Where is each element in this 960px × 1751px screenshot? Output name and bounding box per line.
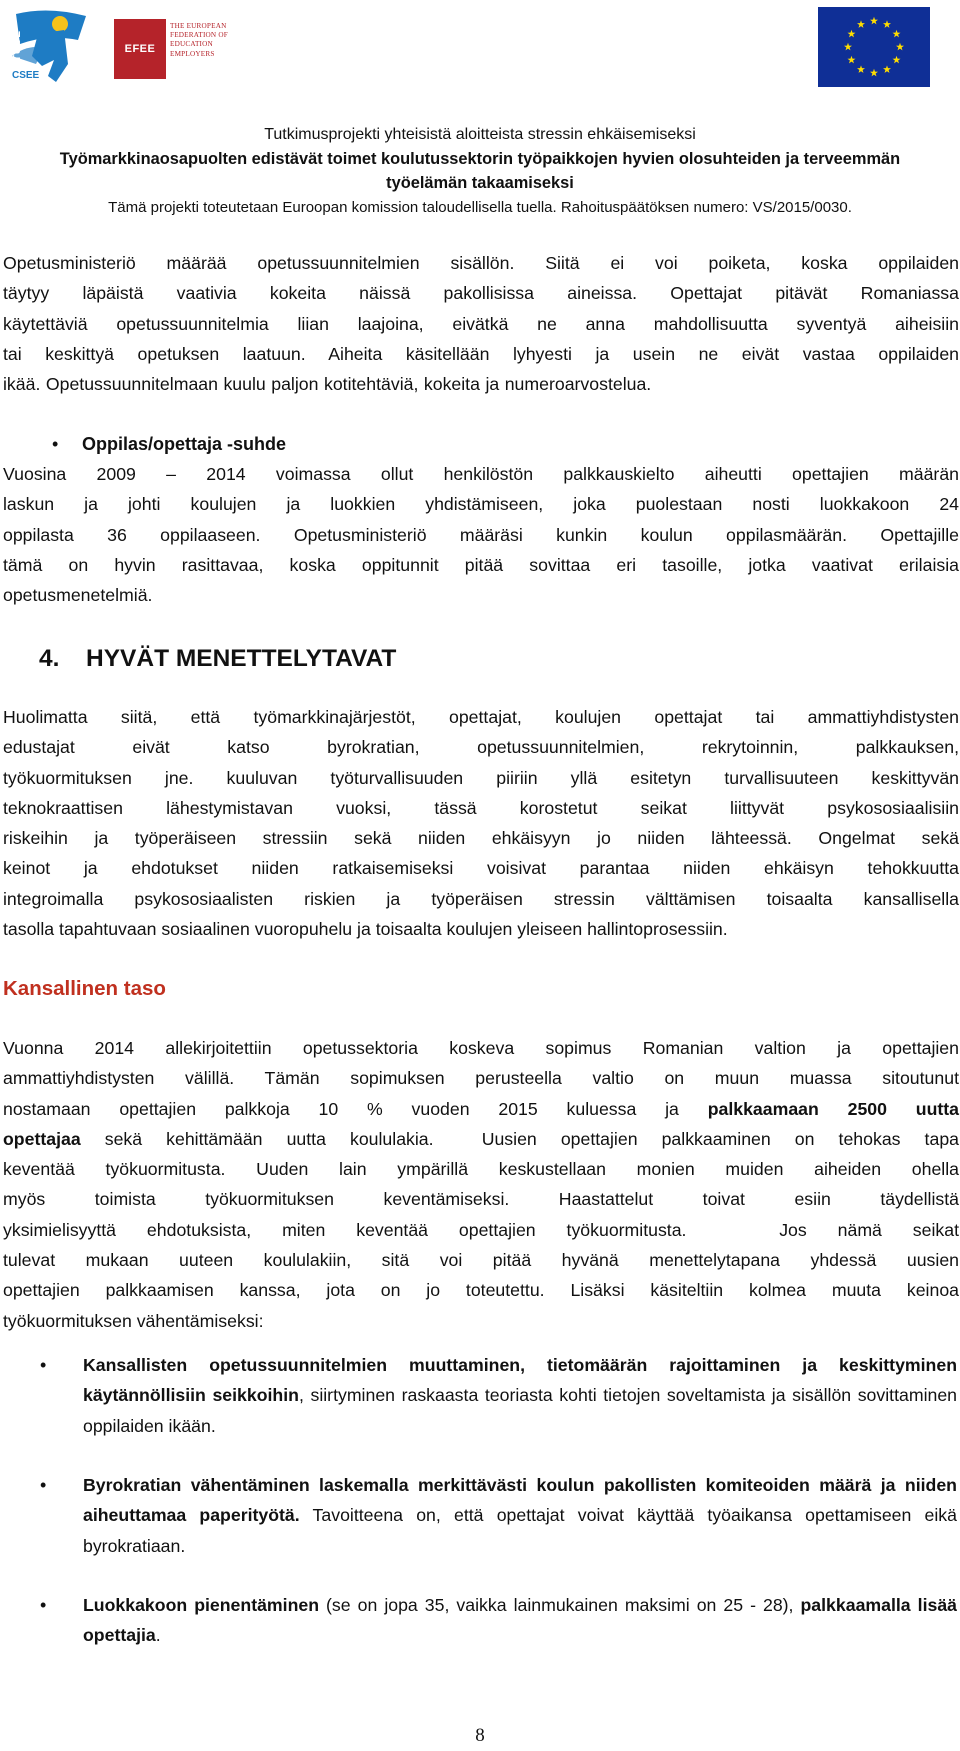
csee-logo-text: CSEE — [12, 70, 40, 81]
national-level-paragraph — [3, 1033, 959, 1336]
efee-logo-text — [170, 22, 260, 59]
bullet-item — [83, 1350, 957, 1441]
etuce-csee-logo — [8, 4, 92, 90]
text-line: tasolla tapahtuvaan sosiaalinen vuoropuhelu ja toisaalta koulujen yleiseen hallintoprosessiin. — [3, 919, 728, 940]
etuce-logo-text: ETUCE — [12, 30, 23, 69]
efee-text-line: THE EUROPEAN — [170, 22, 227, 30]
text-line: tämä on hyvin rasittavaa, koska oppitunnit pitää sovittaa eri tasoille, jotka vaativat erilaisia — [3, 554, 959, 575]
text-line: täytyy läpäistä vaativia kokeita näissä pakollisissa aineissa. Opettajat pitävät Romaniassa — [3, 283, 959, 304]
text-line: opetusmenetelmiä. — [3, 585, 153, 606]
section4-paragraph — [3, 702, 959, 944]
text-span: , siirtyminen raskaasta teoriasta kohti tietojen soveltamista ja sisällön sovittaminen oppilaiden ikään. — [83, 1385, 958, 1436]
text-span: Tavoitteena on, että opettajat voivat käyttää työaikansa opettamiseen eikä byrokratiaan. — [83, 1505, 957, 1556]
efee-text-line: EMPLOYERS — [170, 49, 215, 58]
text-line: yksimielisyyttä ehdotuksista, miten keventää opettajien työkuormitusta. Jos nämä seikat — [3, 1219, 959, 1240]
text-line: oppilasta 36 oppilaaseen. Opetusministeriö määräsi kunkin koulun oppilasmäärän. Opettajille — [3, 524, 959, 545]
efee-text-line: FEDERATION OF — [170, 31, 228, 40]
text-line: työkuormituksen jne. kuuluvan työturvallisuuden piiriin yllä esitetyn turvallisuuteen keskittyvän — [3, 767, 959, 788]
funding-notice: Tämä projekti toteutetaan Euroopan komission taloudellisella tuella. Rahoituspäätöksen numero: VS/2015/0030. — [108, 199, 852, 216]
text-line — [3, 1124, 959, 1154]
intro-paragraph — [3, 248, 959, 399]
text-line: ammattiyhdistysten välillä. Tämän sopimuksen perusteella valtio on muun muassa sitoutunut — [3, 1068, 959, 1089]
text-line: opettajien palkkaamisen kanssa, jota on jo toteutettu. Lisäksi käsiteltiin kolmea muuta keinoa — [3, 1280, 959, 1301]
text-line: ikää. Opetussuunnitelmaan kuulu paljon kotitehtäviä, kokeita ja numeroarvostelua. — [3, 374, 652, 395]
text-span: (se on jopa 35, vaikka lainmukainen maksimi on 25 - 28), — [319, 1595, 801, 1615]
text-line: Opetusministeriö määrää opetussuunnitelmien sisällön. Siitä ei voi poiketa, koska oppilaiden — [3, 253, 959, 273]
text-line: käytettäviä opetussuunnitelmia liian laajoina, eivätkä ne anna mahdollisuutta syventyä aiheisiin — [3, 313, 959, 334]
section-title: HYVÄT MENETTELYTAVAT — [86, 645, 397, 672]
text-line: teknokraattisen lähestymistavan vuoksi, tässä korostetut seikat liittyvät psykososiaalisiin — [3, 797, 959, 818]
text-line: Vuosina 2009 – 2014 voimassa ollut henkilöstön palkkauskielto aiheutti opettajien määrän — [3, 464, 959, 484]
text-line: keventää työkuormitusta. Uuden lain ympärillä keskustellaan monien muiden aiheiden ohella — [3, 1159, 959, 1180]
text-line: Huolimatta siitä, että työmarkkinajärjestöt, opettajat, koulujen opettajat tai ammattiyhdistysten — [3, 707, 959, 727]
text-line — [3, 1094, 959, 1124]
page-number: 8 — [475, 1725, 485, 1746]
bullet-icon: • — [40, 1595, 47, 1615]
relationship-heading: Oppilas/opettaja -suhde — [82, 434, 287, 454]
text-line: edustajat eivät katso byrokratian, opetussuunnitelmien, rekrytoinnin, palkkauksen, — [3, 737, 959, 758]
bold-text: palkkaamalla lisää opettajia — [83, 1595, 957, 1646]
bullet-item — [83, 1470, 957, 1561]
bullet-item — [83, 1590, 957, 1651]
efee-logo-label: EFEE — [124, 43, 156, 55]
section-number: 4. — [39, 645, 60, 672]
bold-text: opettajaa — [3, 1128, 81, 1149]
bullet-icon: • — [40, 1355, 47, 1375]
bullet-icon: • — [52, 434, 59, 454]
national-level-heading: Kansallinen taso — [3, 977, 166, 1000]
text-line: riskeihin ja työperäiseen stressiin sekä niiden ehkäisyyn jo niiden lähteessä. Ongelmat sekä — [3, 828, 959, 849]
text-line: laskun ja johti koulujen ja luokkien yhdistämiseen, joka puolestaan nosti luokkakoon 24 — [3, 494, 959, 515]
text-line: työkuormituksen vähentämiseksi: — [3, 1310, 264, 1331]
text-line: myös toimista työkuormituksen keventämiseksi. Haastattelut toivat esiin täydellistä — [3, 1189, 959, 1210]
text-line: tulevat mukaan uuteen koululakiin, sitä voi pitää hyvänä menettelytapana yhdessä uusien — [3, 1250, 959, 1271]
relationship-paragraph — [3, 459, 959, 610]
text-line: integroimalla psykososiaalisten riskien ja työperäisen stressin välttämisen toisaalta kansallisella — [3, 888, 959, 909]
project-title: Tutkimusprojekti yhteisistä aloitteista stressin ehkäisemiseksi — [264, 126, 696, 143]
text-line: keinot ja ehdotukset niiden ratkaisemiseksi voisivat parantaa niiden ehkäisyn tehokkuutta — [3, 858, 959, 879]
project-subtitle-cont: työelämän takaamiseksi — [386, 174, 574, 192]
eu-flag-logo — [818, 7, 930, 87]
efee-text-line: EDUCATION — [170, 40, 213, 49]
text-line: Vuonna 2014 allekirjoitettiin opetussektoria koskeva sopimus Romanian valtion ja opettajien — [3, 1038, 959, 1058]
project-subtitle: Työmarkkinaosapuolten edistävät toimet koulutussektorin työpaikkojen hyvien olosuhteiden ja terveemmän — [59, 150, 901, 168]
bullet-icon: • — [40, 1475, 47, 1495]
bold-text: palkkaamaan 2500 uutta — [707, 1098, 959, 1119]
bold-text: Kansallisten opetussuunnitelmien muuttaminen, tietomäärän rajoittaminen ja keskittyminen käytännöllisiin seikkoihin — [83, 1355, 957, 1406]
bold-text: Luokkakoon pienentäminen — [83, 1595, 320, 1615]
efee-logo — [114, 19, 166, 79]
bold-text: Byrokratian vähentäminen laskemalla merkittävästi koulun pakollisten komiteoiden määrä ja niiden aiheuttamaa paperityötä. — [83, 1475, 957, 1526]
text-line: tai keskittyä opetuksen laatuun. Aiheita käsitellään lyhyesti ja usein ne eivät vastaa oppilaiden — [3, 343, 959, 364]
text-span: sekä kehittämään uutta koululakia. Uusien opettajien palkkaaminen on tehokas tapa — [80, 1128, 959, 1149]
text-span: nostamaan opettajien palkkoja 10 % vuoden 2015 kuluessa ja — [3, 1098, 708, 1119]
text-span: . — [155, 1625, 161, 1646]
